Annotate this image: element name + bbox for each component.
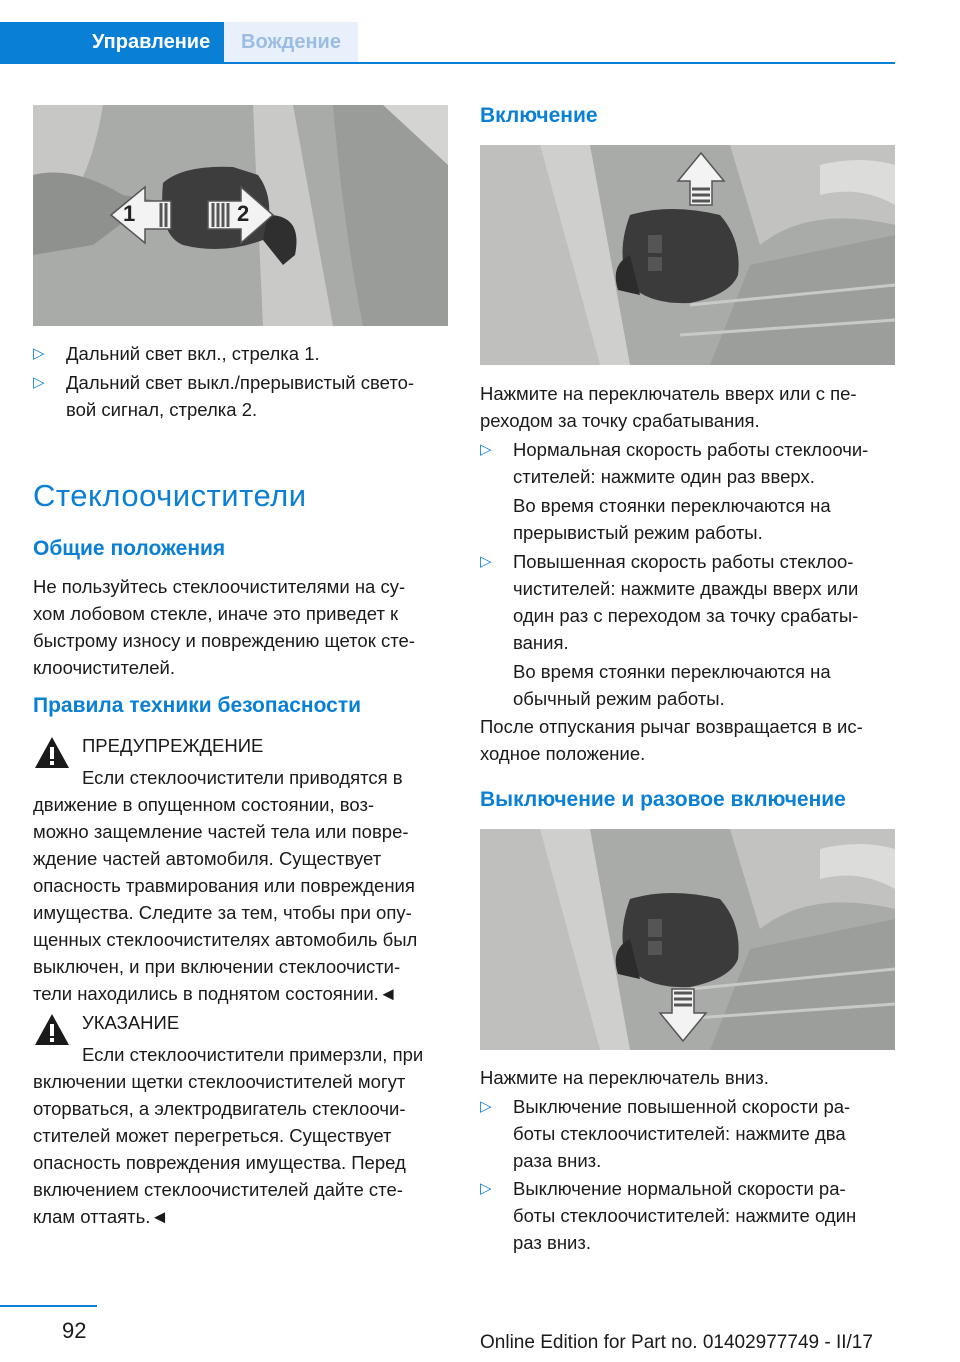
on-b1-note: Во время стоянки переключаются на прерывистый режим работы. [513, 495, 831, 543]
header-tabs [0, 22, 358, 62]
bullet-icon: ▷ [480, 1180, 492, 1197]
general-paragraph: Не пользуйтесь стеклоочистителями на су- хом лобовом стекле, иначе это приведет к быстрому износу и повреждению щеток сте- клоочистителей. [33, 576, 415, 678]
wiper-up-illustration [480, 145, 895, 365]
notice-paragraph: Если стеклоочистители примерзли, при включении щетки стеклоочистителей могут оторваться, а электродвигатель стеклоочи- стителей может перегреться. Существует опасность повреждения имущества. Перед включением стеклоочистителей дайте сте- клам оттаять.◄ [33, 1044, 424, 1227]
list-item: ▷ Повышенная скорость работы стеклоо- чистителей: нажмите дважды вверх или один раз с переходом за точку срабаты- вания. [480, 548, 900, 656]
bullet-icon: ▷ [480, 1098, 492, 1115]
figure-wiper-up [480, 145, 895, 365]
wiper-down-illustration [480, 829, 895, 1050]
bullet-icon: ▷ [33, 345, 45, 362]
page-number: 92 [62, 1318, 87, 1343]
list-item: ▷ Дальний свет вкл., стрелка 1. [33, 340, 453, 367]
list-item: ▷ Выключение повышенной скорости ра- боты стеклоочистителей: нажмите два раза вниз. [480, 1093, 900, 1174]
tab-driving[interactable]: Вождение [224, 22, 358, 62]
off-heading: Выключение и разовое включение [480, 788, 846, 811]
off-intro: Нажмите на переключатель вниз. [480, 1067, 769, 1088]
bullet-icon: ▷ [480, 441, 492, 458]
bullet-icon: ▷ [33, 374, 45, 391]
on-intro: Нажмите на переключатель вверх или с пе- реходом за точку срабатывания. [480, 383, 857, 431]
list-item: ▷ Нормальная скорость работы стеклоочи- стителей: нажмите один раз вверх. [480, 436, 900, 490]
on-after: После отпускания рычаг возвращается в ис- ходное положение. [480, 716, 863, 764]
warning-title: ПРЕДУПРЕЖДЕНИЕ [82, 735, 264, 756]
header-divider [0, 62, 895, 64]
figure-label-1: 1 [123, 201, 136, 226]
figure-label-2: 2 [237, 201, 250, 226]
safety-heading: Правила техники безопасности [33, 694, 362, 717]
footer-edition: Online Edition for Part no. 01402977749 - II/17 [480, 1332, 873, 1353]
footer-divider [0, 1305, 97, 1307]
general-heading: Общие положения [33, 537, 226, 560]
list-item: ▷ Выключение нормальной скорости ра- боты стеклоочистителей: нажмите один раз вниз. [480, 1175, 900, 1256]
warning-paragraph: Если стеклоочистители приводятся в движение в опущенном состоянии, воз- можно защемление частей тела или повре- ждение частей автомобиля. Существует опасность травмирования или повреждения имущества. Следите за тем, чтобы при опу- щенных стеклоочистителях автомобиль был выключен, и при включении стеклоочисти- тели находились в поднятом состоянии.◄ [33, 767, 418, 1004]
figure-wiper-down [480, 829, 895, 1050]
on-heading: Включение [480, 104, 598, 127]
figure-light-switch [33, 105, 448, 326]
section-title: Стеклоочистители [33, 478, 307, 513]
tab-controls[interactable]: Управление [0, 22, 224, 62]
list-item: ▷ Дальний свет выкл./прерывистый свето- вой сигнал, стрелка 2. [33, 369, 453, 423]
notice-title: УКАЗАНИЕ [82, 1012, 180, 1033]
on-b2-note: Во время стоянки переключаются на обычный режим работы. [513, 661, 831, 709]
bullet-icon: ▷ [480, 553, 492, 570]
